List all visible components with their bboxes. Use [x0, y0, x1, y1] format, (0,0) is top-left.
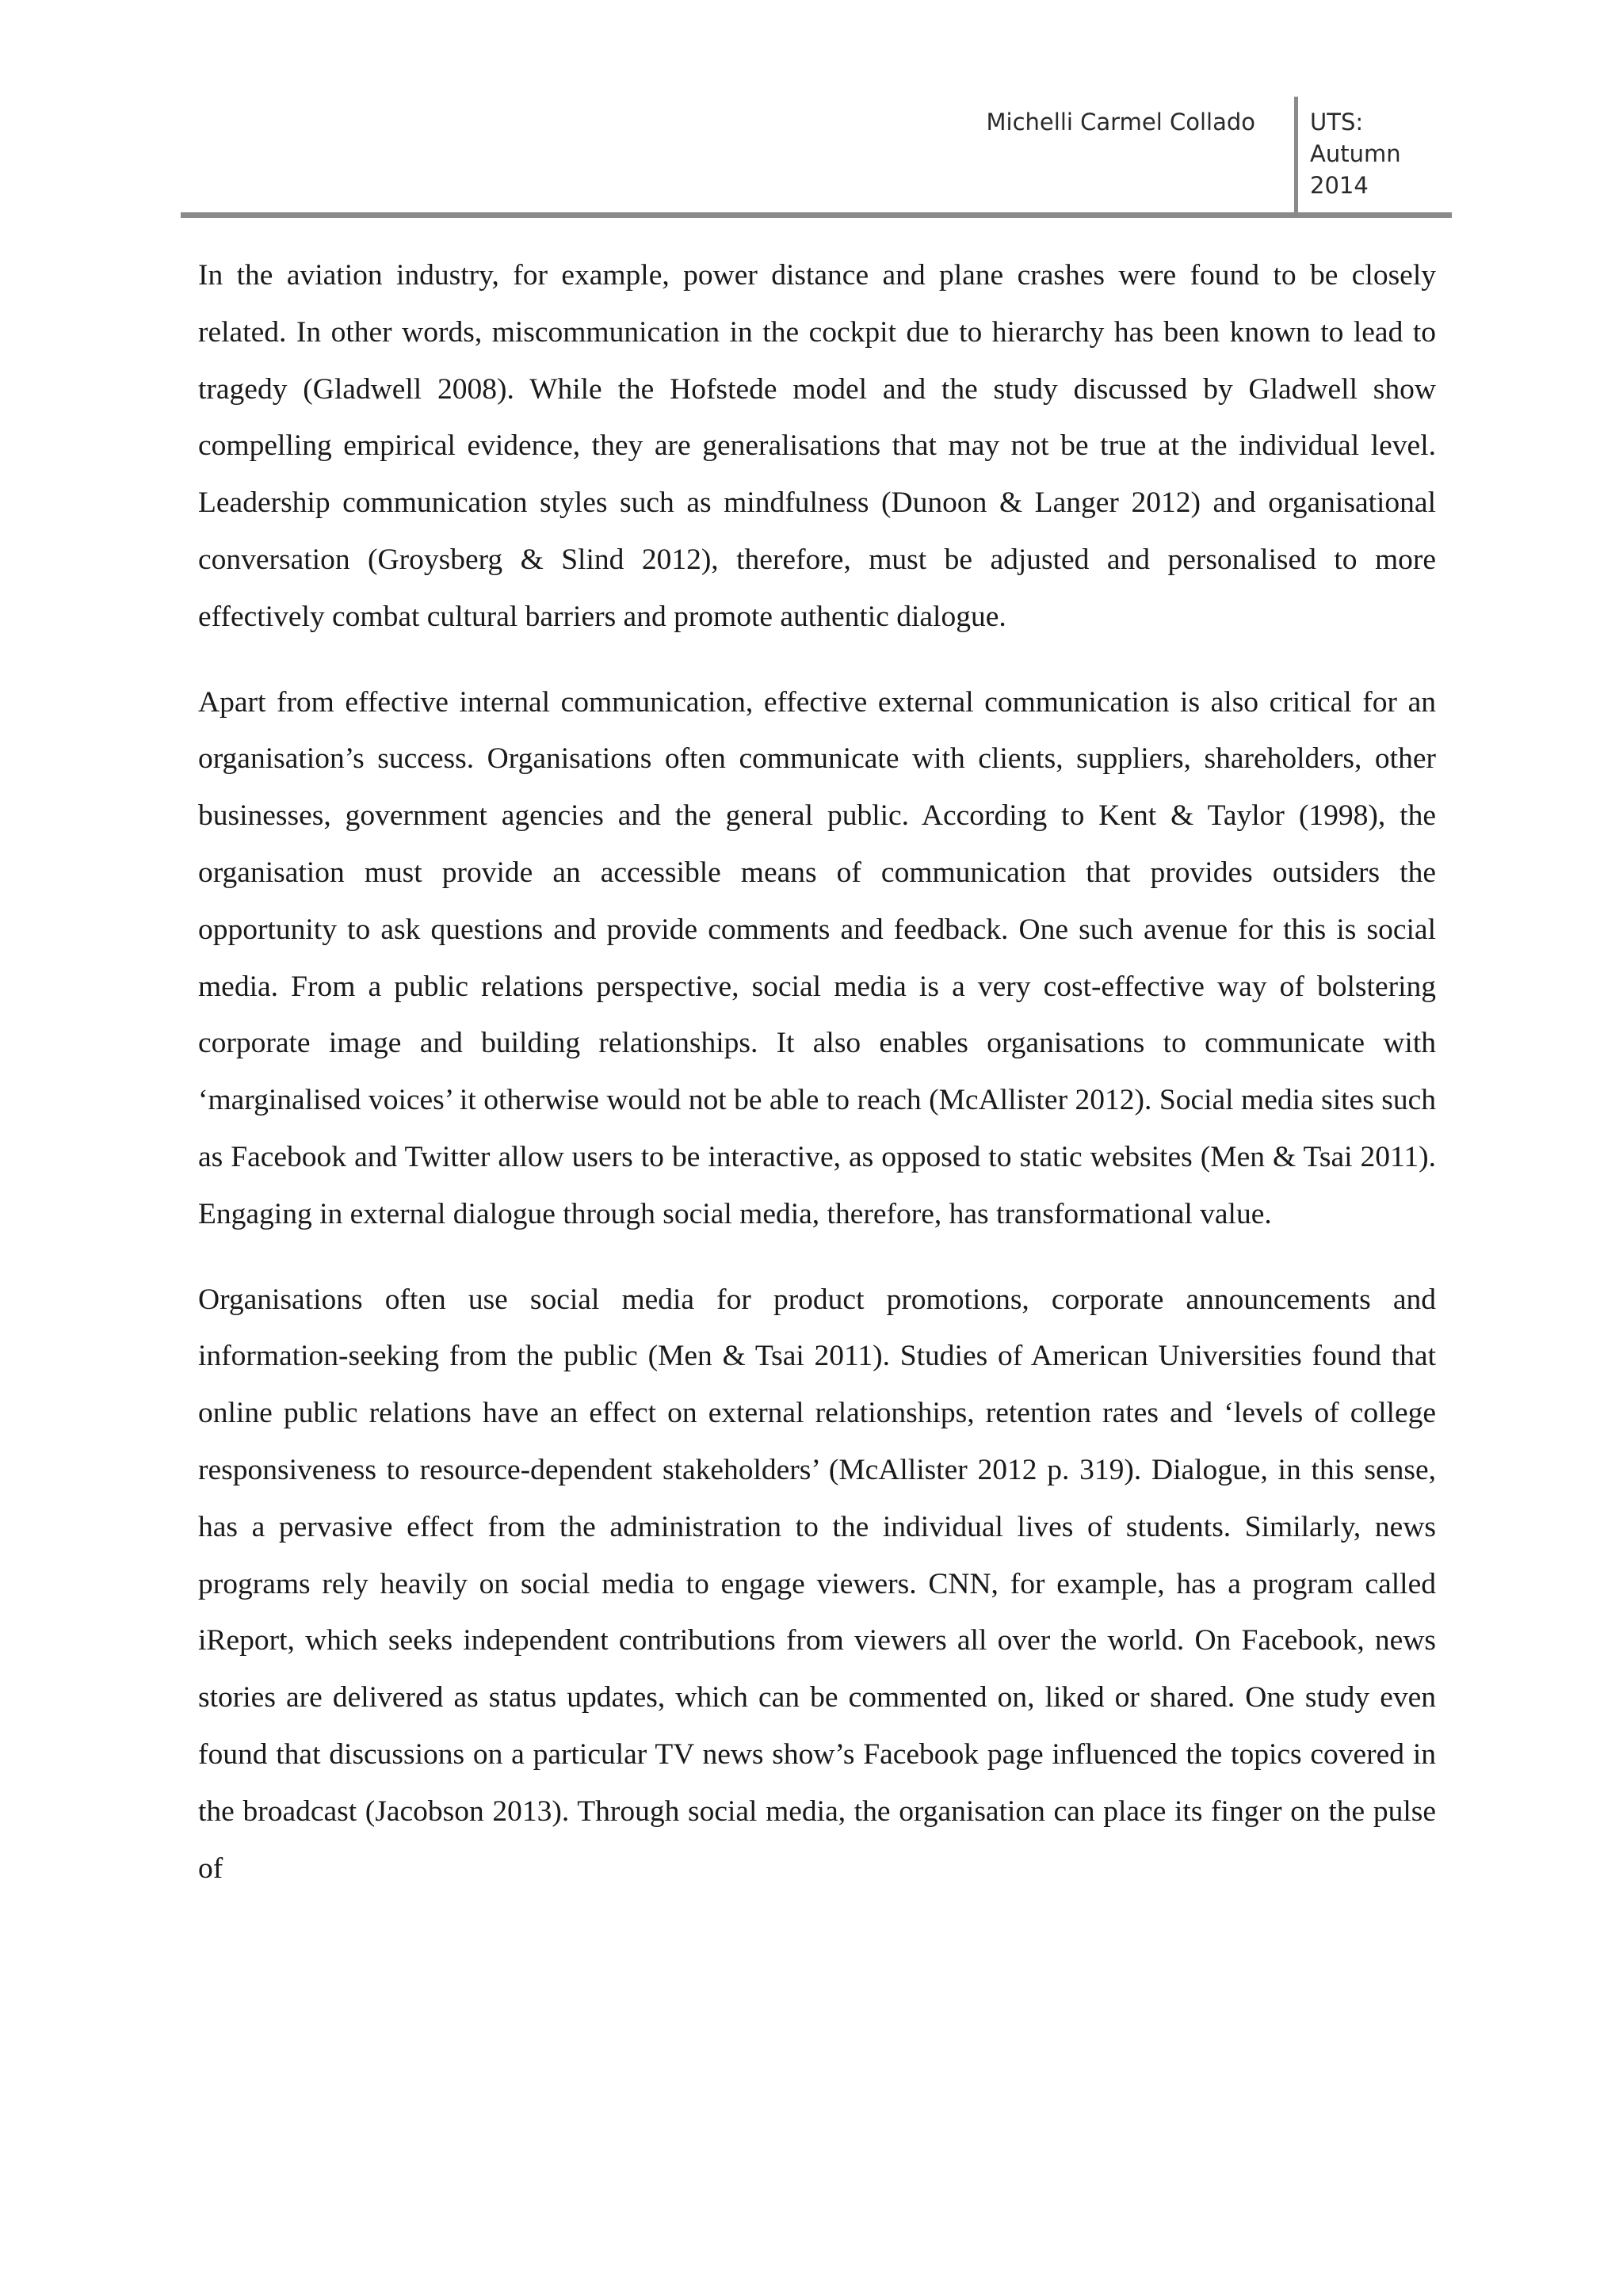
page-header [181, 97, 1452, 217]
header-term [1310, 106, 1401, 201]
header-term-line: 2014 [1310, 172, 1369, 199]
header-author-name: Michelli Carmel Collado [986, 109, 1255, 135]
paragraph: In the aviation industry, for example, power distance and plane crashes were found to be closely related. In other words, miscommunication in the cockpit due to hierarchy has been known to lead to tragedy (Gladwell 2008). While the Hofstede model and the study discussed by Gladwell show compelling empirical evidence, they are generalisations that may not be true at the individual level. Leadership communication styles such as mindfulness (Dunoon & Langer 2012) and organisational conversation (Groysberg & Slind 2012), therefore, must be adjusted and personalised to more effectively combat cultural barriers and promote authentic dialogue. [198, 259, 1436, 633]
paragraph: Organisations often use social media for product promotions, corporate announcements and information-seeking from the public (Men & Tsai 2011). Studies of American Universities found that online public relations have an effect on external relationships, retention rates and ‘levels of college responsiveness to resource-dependent stakeholders’ (McAllister 2012 p. 319). Dialogue, in this sense, has a pervasive effect from the administration to the individual lives of students. Similarly, news programs rely heavily on social media to engage viewers. CNN, for example, has a program called iReport, which seeks independent contributions from viewers all over the world. On Facebook, news stories are delivered as status updates, which can be commented on, liked or shared. One study even found that discussions on a particular TV news show’s Facebook page influenced the topics covered in the broadcast (Jacobson 2013). Through social media, the organisation can place its finger on the pulse of [198, 1283, 1436, 1885]
header-divider [1294, 97, 1298, 215]
header-term-line: Autumn [1310, 140, 1401, 167]
header-rule [181, 212, 1452, 218]
body-text [198, 247, 1436, 1925]
paragraph: Apart from effective internal communication, effective external communication is also critical for an organisation’s success. Organisations often communicate with clients, suppliers, shareholders, other businesses, government agencies and the general public. According to Kent & Taylor (1998), the organisation must provide an accessible means of communication that provides outsiders the opportunity to ask questions and provide comments and feedback. One such avenue for this is social media. From a public relations perspective, social media is a very cost-effective way of bolstering corporate image and building relationships. It also enables organisations to communicate with ‘marginalised voices’ it otherwise would not be able to reach (McAllister 2012). Social media sites such as Facebook and Twitter allow users to be interactive, as opposed to static websites (Men & Tsai 2011). Engaging in external dialogue through social media, therefore, has transformational value. [198, 685, 1436, 1230]
header-term-line: UTS: [1310, 109, 1364, 135]
